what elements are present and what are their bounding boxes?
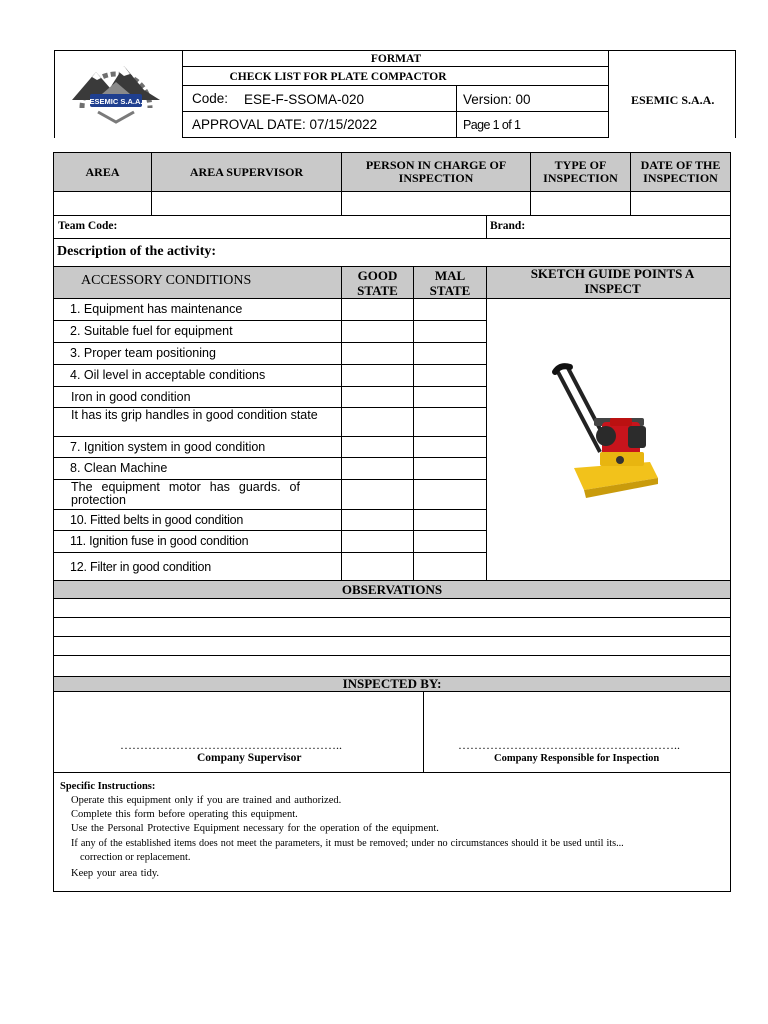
- signature-dots-left: ………………………………………………..: [120, 738, 342, 752]
- checklist-item: 8. Clean Machine: [70, 461, 168, 475]
- team-code-field[interactable]: [53, 215, 487, 239]
- observation-line[interactable]: [53, 598, 731, 618]
- format-label: FORMAT: [370, 53, 422, 65]
- observation-line[interactable]: [53, 655, 731, 677]
- sketch-label: SKETCH GUIDE POINTS A INSPECT: [530, 266, 695, 296]
- checklist-item: 4. Oil level in acceptable conditions: [70, 368, 266, 382]
- observation-line[interactable]: [53, 636, 731, 656]
- area-value-field[interactable]: [53, 191, 152, 216]
- col-area-label: AREA: [85, 164, 120, 179]
- date-inspection-field[interactable]: [630, 191, 731, 216]
- instructions-title: Specific Instructions:: [60, 781, 156, 792]
- instruction-line: Complete this form before operating this equipment.: [71, 809, 298, 820]
- team-code-label: Team Code:: [58, 220, 118, 232]
- company-logo: [64, 60, 168, 130]
- instruction-line: Keep your area tidy.: [71, 868, 160, 879]
- company-supervisor-label: Company Supervisor: [197, 752, 302, 764]
- checklist-item: 3. Proper team positioning: [70, 346, 216, 360]
- version: Version: 00: [463, 92, 531, 107]
- plate-compactor-image: [540, 360, 665, 505]
- checklist-item: Iron in good condition: [71, 389, 191, 404]
- logo-text: ESEMIC S.A.A.: [89, 97, 143, 106]
- mal-state-label: MAL STATE: [429, 267, 471, 298]
- brand-label: Brand:: [490, 220, 526, 232]
- col-area-supervisor-label: AREA SUPERVISOR: [189, 164, 304, 179]
- col-type-inspection-label: TYPE OF INSPECTION: [543, 158, 618, 185]
- page-number: Page 1 of 1: [463, 118, 521, 132]
- observations-label: OBSERVATIONS: [341, 581, 443, 597]
- checklist-item: 2. Suitable fuel for equipment: [70, 324, 233, 338]
- mountain-logo-icon: [64, 60, 168, 130]
- instruction-line: If any of the established items does not meet the parameters, it must be removed; under no circumstances should it be used until its...: [71, 838, 624, 849]
- type-inspection-field[interactable]: [530, 191, 631, 216]
- checklist-item: 1. Equipment has maintenance: [70, 302, 243, 316]
- signature-dots-right: ………………………………………………..: [458, 738, 680, 752]
- checklist-item: 11. Ignition fuse in good condition: [70, 534, 249, 548]
- checklist-item: The equipment motor has guards. of protection: [71, 480, 300, 507]
- code-value: ESE-F-SSOMA-020: [244, 92, 365, 107]
- doc-title: CHECK LIST FOR PLATE COMPACTOR: [229, 70, 447, 83]
- accessory-conditions-label: ACCESSORY CONDITIONS: [81, 273, 252, 288]
- instruction-line: correction or replacement.: [80, 852, 191, 863]
- col-person-in-charge-label: PERSON IN CHARGE OF INSPECTION: [365, 158, 507, 185]
- checklist-item: 12. Filter in good condition: [70, 559, 212, 574]
- approval-date: APPROVAL DATE: 07/15/2022: [192, 117, 378, 132]
- checklist-item: 7. Ignition system in good condition: [70, 439, 266, 454]
- area-supervisor-field[interactable]: [151, 191, 342, 216]
- company-name: ESEMIC S.A.A.: [631, 93, 715, 107]
- col-date-inspection-label: DATE OF THE INSPECTION: [640, 158, 721, 185]
- instruction-line: Operate this equipment only if you are trained and authorized.: [71, 795, 342, 806]
- inspected-by-label: INSPECTED BY:: [342, 676, 442, 691]
- description-label: Description of the activity:: [57, 244, 217, 259]
- person-in-charge-field[interactable]: [341, 191, 531, 216]
- company-responsible-label: Company Responsible for Inspection: [494, 753, 660, 764]
- good-state-label: GOOD STATE: [357, 267, 398, 298]
- checklist-item: 10. Fitted belts in good condition: [70, 512, 244, 527]
- instruction-line: Use the Personal Protective Equipment necessary for the operation of the equipment.: [71, 823, 439, 834]
- observation-line[interactable]: [53, 617, 731, 637]
- checklist-item: It has its grip handles in good condition state: [71, 408, 318, 422]
- code-label: Code:: [192, 91, 229, 106]
- plate-compactor-icon: [540, 360, 665, 505]
